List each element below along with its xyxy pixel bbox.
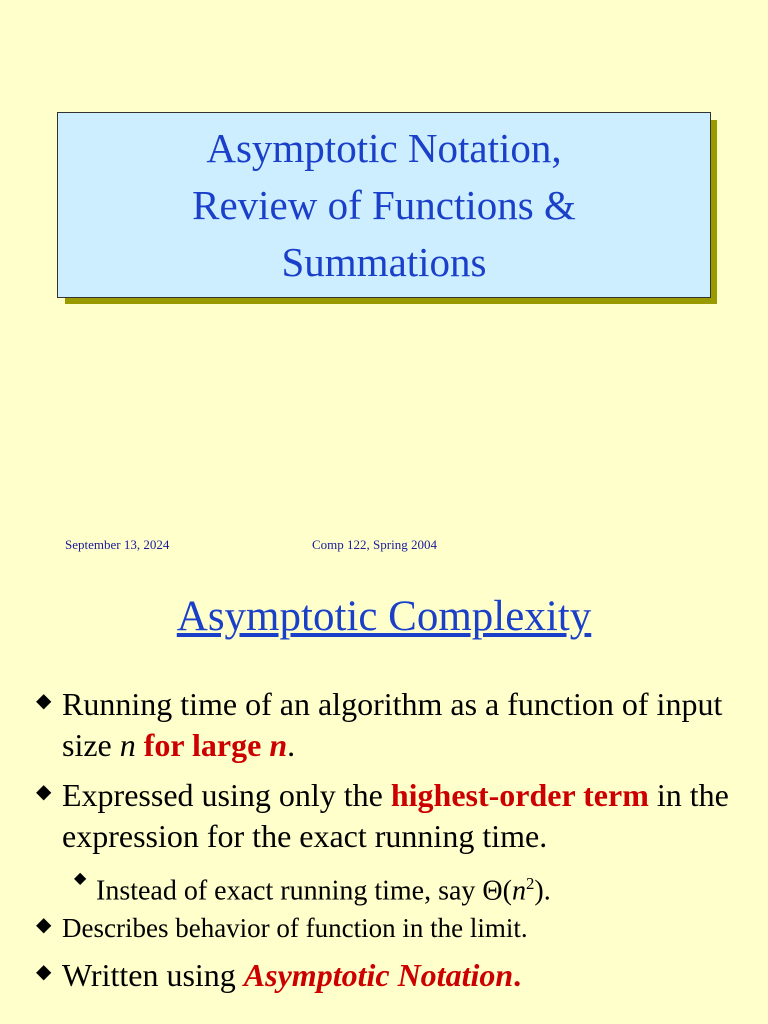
footer-course: Comp 122, Spring 2004 [312,537,437,552]
diamond-bullet-icon: ◆ [36,961,52,983]
title-line-3: Summations [281,238,487,285]
title-line-1: Asymptotic Notation, [206,124,562,171]
title-box [57,112,711,298]
bullet-text: Expressed using only the highest-order term in the expression for the exact running time. [62,777,729,854]
bullet-text: Running time of an algorithm as a function of input size n for large n. [62,686,723,763]
bullet-text: Describes behavior of function in the limit. [62,913,528,943]
slide-title: Asymptotic Complexity [176,593,592,640]
diamond-bullet-icon: ◆ [36,914,52,936]
diamond-bullet-icon: ◆ [36,781,52,803]
title-line-2: Review of Functions & [192,181,576,228]
bullet-text: Instead of exact running time, say $\Theta(n^2)$. [96,874,551,907]
bullet-text: Written using Asymptotic Notation. [62,957,522,993]
diamond-bullet-icon: ◆ [74,870,87,887]
footer-date: September 13, 2024 [65,537,170,552]
diamond-bullet-icon: ◆ [36,690,52,712]
